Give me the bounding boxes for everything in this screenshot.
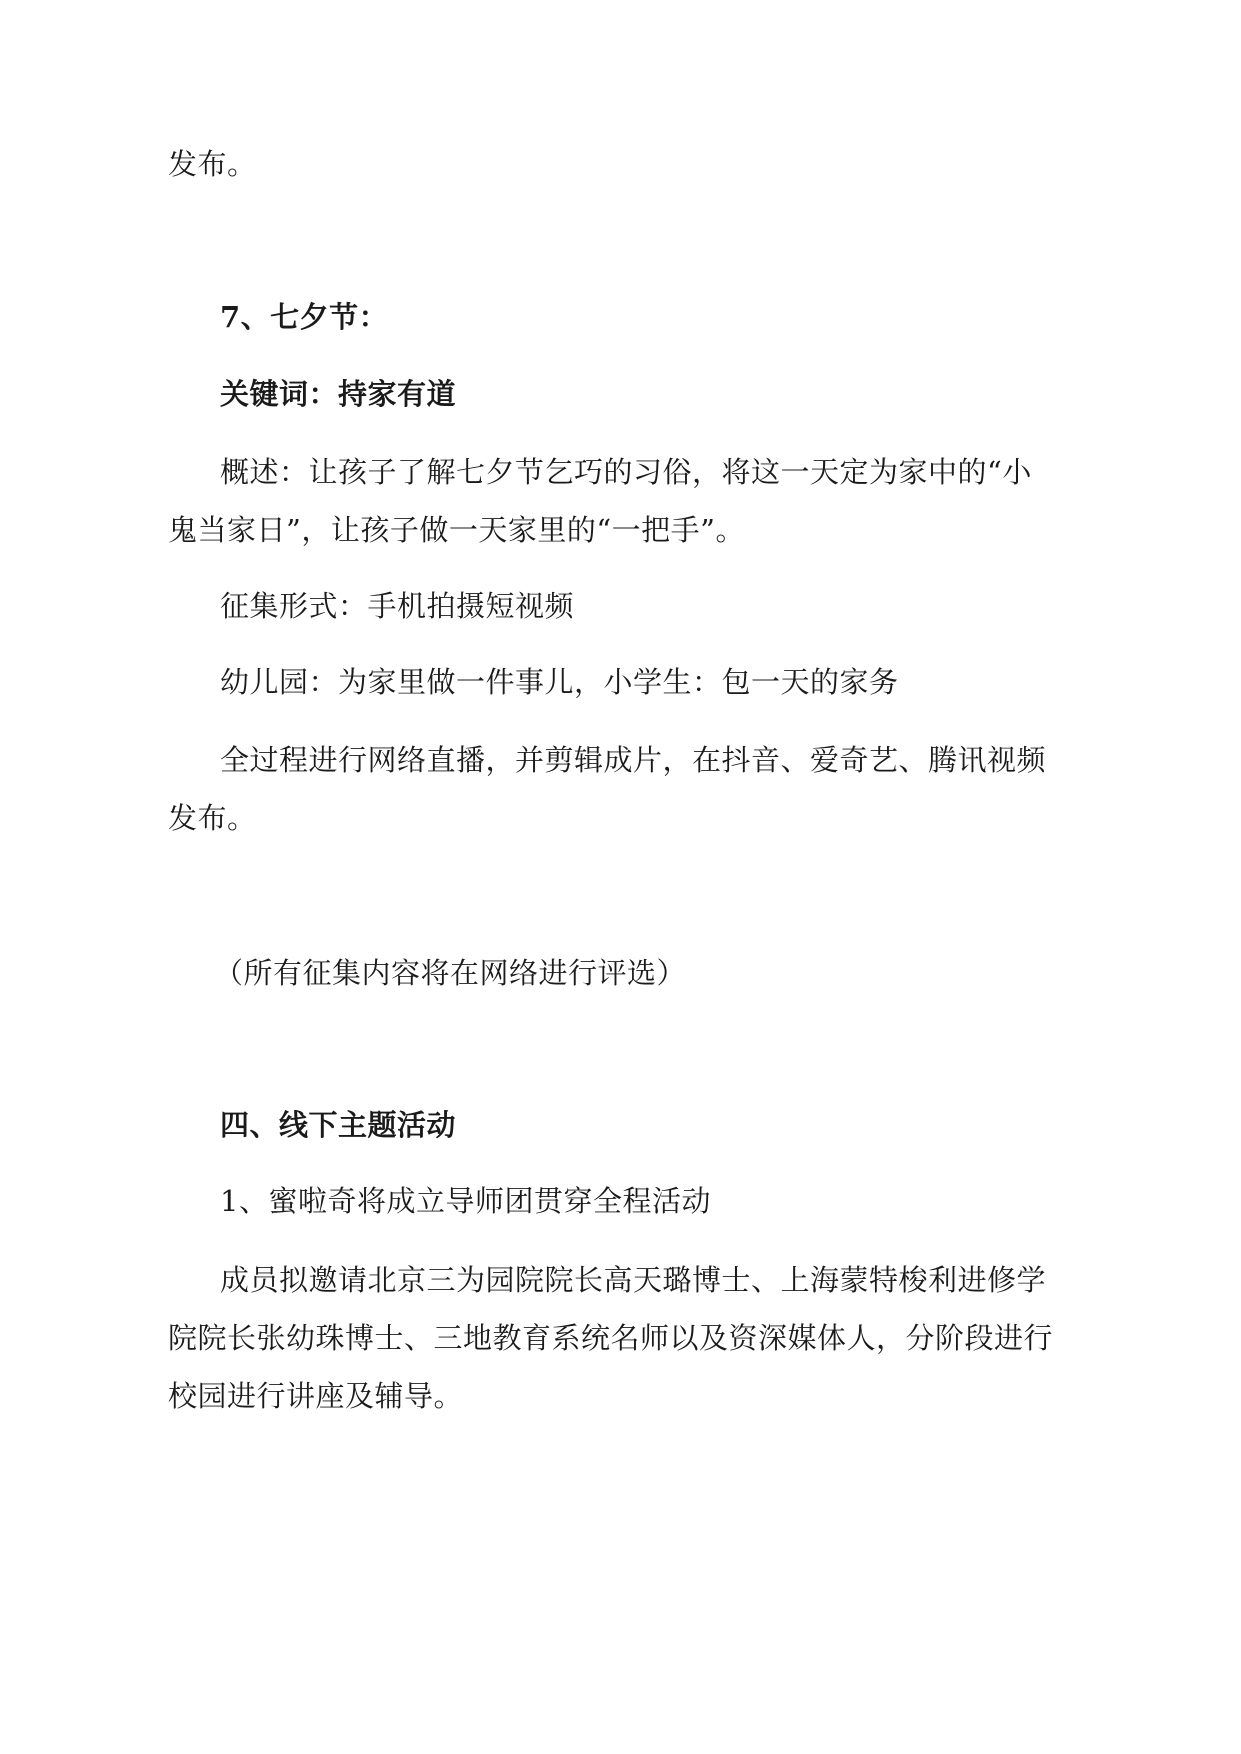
overview-line-1: 概述：让孩子了解七夕节乞巧的习俗，将这一天定为家中的“小 bbox=[220, 455, 1032, 489]
section-heading-qixi: 7、七夕节： bbox=[220, 300, 389, 334]
collection-format: 征集形式：手机拍摄短视频 bbox=[220, 589, 575, 623]
broadcast-line-1: 全过程进行网络直播，并剪辑成片，在抖音、爱奇艺、腾讯视频 bbox=[220, 743, 1047, 777]
mentor-team-item: 1、蜜啦奇将成立导师团贯穿全程活动 bbox=[220, 1184, 711, 1218]
paragraph-continuation-publish: 发布。 bbox=[168, 147, 257, 181]
age-group-tasks: 幼儿园：为家里做一件事儿，小学生：包一天的家务 bbox=[220, 665, 899, 699]
mentor-members-line-3: 校园进行讲座及辅导。 bbox=[168, 1379, 464, 1413]
broadcast-line-2: 发布。 bbox=[168, 801, 257, 835]
overview-line-2: 鬼当家日”，让孩子做一天家里的“一把手”。 bbox=[168, 513, 745, 547]
mentor-members-line-1: 成员拟邀请北京三为园院院长高天璐博士、上海蒙特梭利进修学 bbox=[220, 1263, 1047, 1297]
keyword-heading: 关键词：持家有道 bbox=[220, 377, 457, 411]
section-heading-offline-activities: 四、线下主题活动 bbox=[220, 1108, 457, 1142]
evaluation-note: （所有征集内容将在网络进行评选） bbox=[214, 956, 687, 990]
mentor-members-line-2: 院院长张幼珠博士、三地教育系统名师以及资深媒体人，分阶段进行 bbox=[168, 1321, 1054, 1355]
